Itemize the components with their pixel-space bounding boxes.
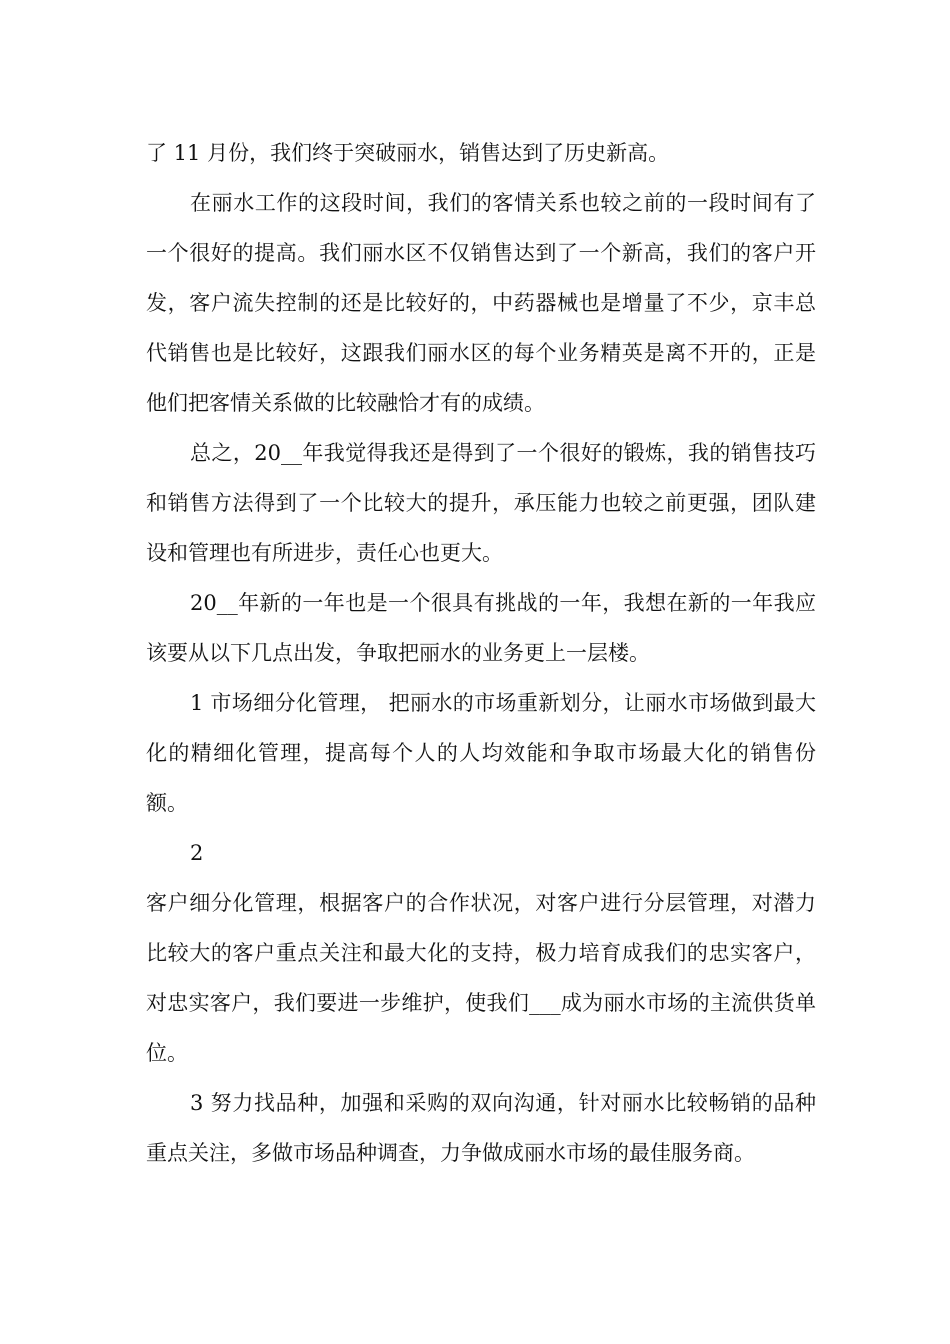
paragraph-new-year-plan: 20__年新的一年也是一个很具有挑战的一年，我想在新的一年我应该要从以下几点出发，争取把丽水的业务更上一层楼。 [146,591,816,665]
paragraph-point-2: 客户细分化管理，根据客户的合作状况，对客户进行分层管理，对潜力比较大的客户重点关注和最大化的支持，极力培育成我们的忠实客户，对忠实客户，我们要进一步维护，使我们___成为丽水市场的主流供货单位。 [146,891,816,1065]
paragraph-continuation: 了 11 月份，我们终于突破丽水，销售达到了历史新高。 [146,141,670,165]
paragraph-client-relations: 在丽水工作的这段时间，我们的客情关系也较之前的一段时间有了一个很好的提高。我们丽水区不仅销售达到了一个新高，我们的客户开发，客户流失控制的还是比较好的，中药器械也是增量了不少，京丰总代销售也是比较好，这跟我们丽水区的每个业务精英是离不开的，正是他们把客情关系做的比较融恰才有的成绩。 [146,191,816,415]
paragraph-point-1: 1 市场细分化管理， 把丽水的市场重新划分，让丽水市场做到最大化的精细化管理，提高每个人的人均效能和争取市场最大化的销售份额。 [146,691,816,815]
paragraph-point-3: 3 努力找品种，加强和采购的双向沟通，针对丽水比较畅销的品种重点关注，多做市场品种调查，力争做成丽水市场的最佳服务商。 [146,1091,816,1165]
paragraph-point-2-number: 2 [190,841,204,865]
document-body [146,128,816,1178]
paragraph-summary: 总之，20__年我觉得我还是得到了一个很好的锻炼，我的销售技巧和销售方法得到了一个比较大的提升，承压能力也较之前更强，团队建设和管理也有所进步，责任心也更大。 [146,441,816,565]
